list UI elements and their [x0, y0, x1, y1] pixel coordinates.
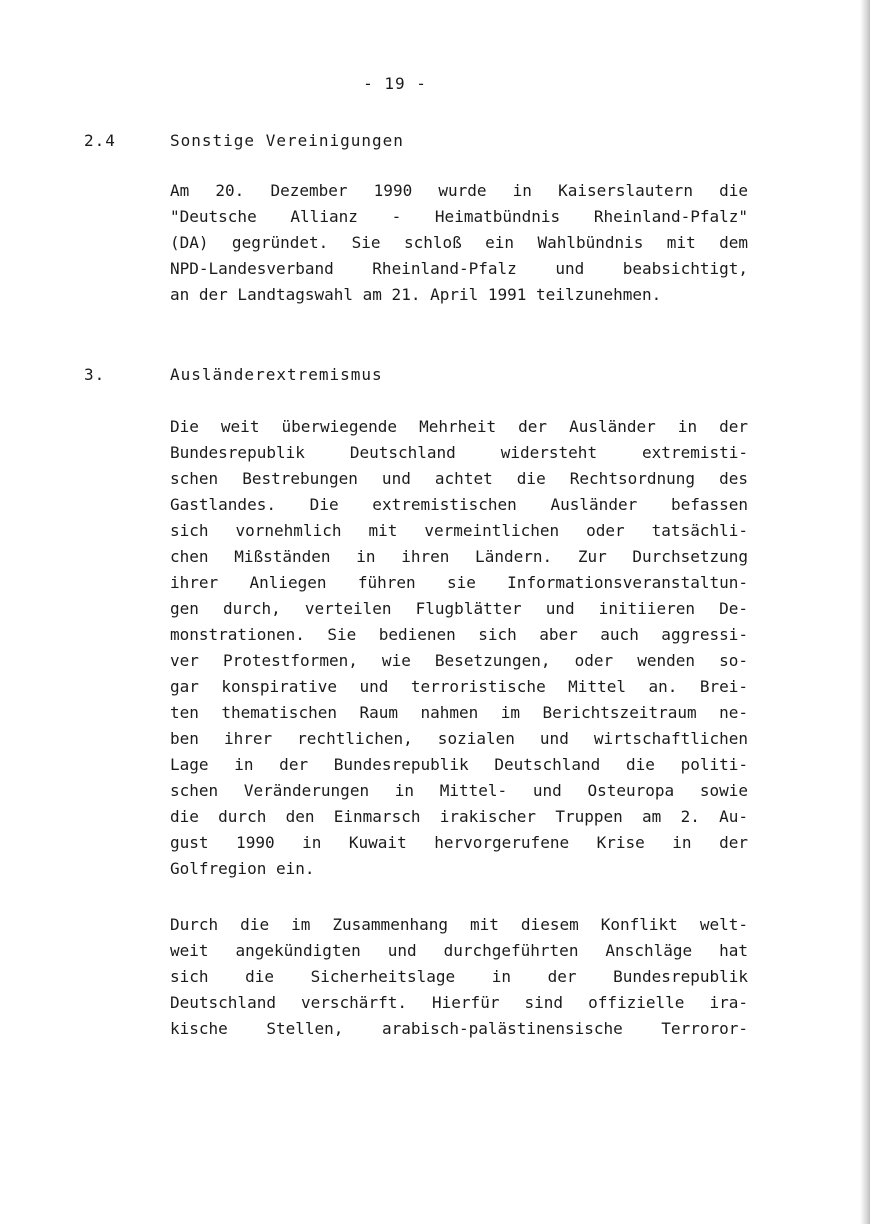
text-line: gen durch, verteilen Flugblätter und initiieren De-	[170, 599, 748, 618]
text-line: chen Mißständen in ihren Ländern. Zur Durchsetzung	[170, 547, 748, 566]
text-line: kische Stellen, arabisch-palästinensische Terroror-	[170, 1019, 748, 1038]
text-line: Lage in der Bundesrepublik Deutschland die politi-	[170, 755, 748, 774]
text-line: ben ihrer rechtlichen, sozialen und wirtschaftlichen	[170, 729, 748, 748]
paragraph	[170, 414, 748, 882]
text-line: Am 20. Dezember 1990 wurde in Kaiserslautern die	[170, 181, 748, 200]
text-line: die durch den Einmarsch irakischer Truppen am 2. Au-	[170, 807, 748, 826]
section-number: 2.4	[84, 131, 116, 150]
text-line: ver Protestformen, wie Besetzungen, oder wenden so-	[170, 651, 748, 670]
text-line: ihrer Anliegen führen sie Informationsveranstaltun-	[170, 573, 748, 592]
text-line: Durch die im Zusammenhang mit diesem Konflikt welt-	[170, 915, 748, 934]
text-line: sich die Sicherheitslage in der Bundesrepublik	[170, 967, 748, 986]
text-line: Bundesrepublik Deutschland widersteht extremisti-	[170, 443, 748, 462]
text-line: Gastlandes. Die extremistischen Ausländer befassen	[170, 495, 748, 514]
text-line: NPD-Landesverband Rheinland-Pfalz und beabsichtigt,	[170, 259, 748, 278]
text-line: ten thematischen Raum nahmen im Berichtszeitraum ne-	[170, 703, 748, 722]
text-line: schen Veränderungen in Mittel- und Osteuropa sowie	[170, 781, 748, 800]
text-line: Golfregion ein.	[170, 859, 315, 878]
text-line: an der Landtagswahl am 21. April 1991 teilzunehmen.	[170, 285, 662, 304]
paragraph	[170, 912, 748, 1042]
section-heading: Ausländerextremismus	[170, 365, 383, 384]
page-edge-shadow	[860, 0, 870, 1224]
paragraph	[170, 178, 748, 308]
text-line: schen Bestrebungen und achtet die Rechtsordnung des	[170, 469, 748, 488]
text-line: weit angekündigten und durchgeführten Anschläge hat	[170, 941, 748, 960]
text-line: Die weit überwiegende Mehrheit der Ausländer in der	[170, 417, 748, 436]
text-line: sich vornehmlich mit vermeintlichen oder tatsächli-	[170, 521, 748, 540]
text-line: gar konspirative und terroristische Mittel an. Brei-	[170, 677, 748, 696]
text-line: Deutschland verschärft. Hierfür sind offizielle ira-	[170, 993, 748, 1012]
section-heading: Sonstige Vereinigungen	[170, 131, 404, 150]
text-line: monstrationen. Sie bedienen sich aber auch aggressi-	[170, 625, 748, 644]
text-line: gust 1990 in Kuwait hervorgerufene Krise in der	[170, 833, 748, 852]
text-line: (DA) gegründet. Sie schloß ein Wahlbündnis mit dem	[170, 233, 748, 252]
page-number: - 19 -	[363, 74, 427, 93]
text-line: "Deutsche Allianz - Heimatbündnis Rheinland-Pfalz"	[170, 207, 748, 226]
section-number: 3.	[84, 365, 106, 384]
